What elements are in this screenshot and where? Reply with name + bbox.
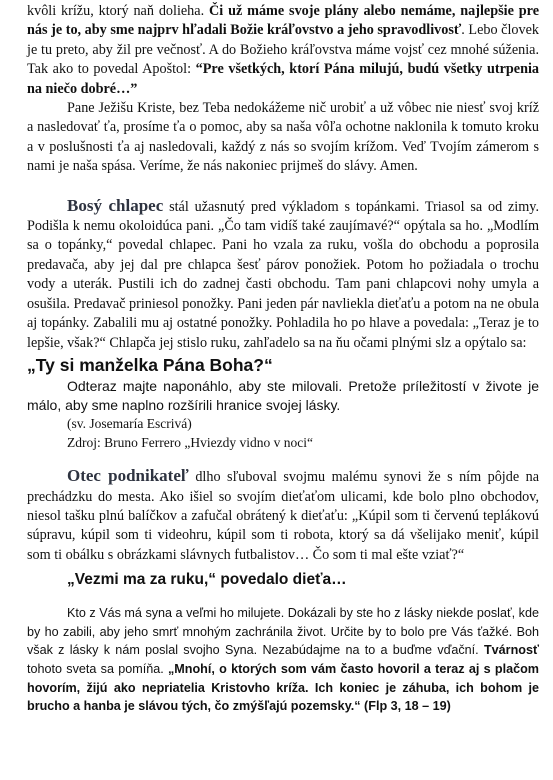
prayer-paragraph: Pane Ježišu Kriste, bez Teba nedokážeme nič urobiť a už vôbec nie niesť svoj kríž a nasledovať ťa, prosíme ťa o pomoc, aby sa naša vôľa ochotne naklonila k tomuto kroku a v poslušnosti ťa aj nasledovali, každý z nás so svojím krížom. Veď Tvojím zámerom s nami je naša spása. Veríme, že nás nakoniec prijmeš do slávy. Amen. (27, 100, 539, 175)
spacer (27, 452, 539, 466)
bold-word: Tvárnosť (483, 643, 539, 658)
story-businessman-father (27, 466, 539, 565)
child-reply: „Vezmi ma za ruku,“ povedalo dieťa… (67, 571, 347, 589)
spacer (27, 590, 539, 604)
text-run: kvôli krížu, ktorý naň dolieha. (27, 3, 209, 19)
bold-text: Či už máme svoje plány alebo nemáme, najlepšie pre nás je to, aby sme najprv hľadali Božie kráľovstvo a jeho spravodlivosť (27, 3, 539, 39)
story-text: stál užasnutý pred výkladom s topánkami. Triasol sa od zimy. Podišla k nemu okoloidúca pani. „Čo tam vidíš také zaujímavé?“ opýtala sa ho. „Modlím sa o topánky,“ povedal chlapec. Pani ho vzala za ruku, vošla do obchodu a poprosila predavača, aby jej dal pre chlapca šesť párov ponožiek. Potom ho požiadala o trochu vody a uterák. Pustili ich do zadnej časti obchodu. Tam pani chlapcovi nohy umyla a osušila. Predavač priniesol ponožky. Pani jeden pár navliekla dieťaťu a potom na ne obula aj topánky. Zabalili mu aj ostatné ponožky. Pohladila ho po hlave a povedala: „Teraz je to lepšie, však?“ Chlapča jej stislo ruku, zahľadelo sa na ňu očami plnými slz a opýtalo sa: (27, 198, 539, 351)
quote-author: (sv. Josemaría Escrivá) (67, 416, 192, 432)
story-heading: Otec podnikateľ (67, 466, 189, 486)
story-barefoot-boy (27, 196, 539, 353)
quote-source: Zdroj: Bruno Ferrero „Hviezdy vidno v noci“ (67, 435, 313, 451)
story-heading: Bosý chlapec (67, 195, 164, 215)
text-run: tohoto sveta sa pomíňa. (27, 661, 168, 676)
text-run: . Lebo človek je tu preto, aby žil pre večnosť. A do Božieho kráľovstva máme vojsť cez mnohé súženia. Tak ako to povedal Apoštol: (27, 22, 539, 78)
text-run: Kto z Vás má syna a veľmi ho milujete. Dokázali by ste ho z lásky niekde poslať, kde by ho zabili, aby jeho smrť mnohým zachránila život. Určite by to bolo pre Vás ťažké. Boh však z lásky k nám poslal svojho Syna. Nezabúdajme na to a buďme vďační. (27, 606, 539, 658)
paragraph-cross (27, 0, 539, 99)
scripture-quote: „Mnohí, o ktorých som vám často hovoril a teraz aj s plačom hovorím, žijú ako nepriatelia Kristovho kríža. Ich koniec je záhuba, ich bohom je brucho a hanba je slávou tých, čo zmýšľajú pozemsky.“ (Flp 3, 18 – 19) (27, 661, 539, 714)
story-text: dlho sľuboval svojmu malému synovi že s ním pôjde na prechádzku do mesta. Ako išiel so svojím dieťaťom ulicami, kde bolo plno obchodov, niesol tašku plnú balíčkov a zafučal obrátený k dieťaťu: „Kúpil som ti červenú teplákovú súpravu, kúpil som ti videohru, kúpil som ti robota, ktorý sa dá všelijako meniť, kúpil som ti obálku s obrázkami slávnych futbalistov… Čo som ti mal ešte vziať?“ (27, 469, 539, 563)
apostle-quote: “Pre všetkých, ktorí Pána milujú, budú všetky utrpenia na niečo dobré…” (27, 61, 540, 97)
escriva-quote: Odteraz majte naponáhlo, aby ste milovali. Pretože príležitostí v živote je málo, aby sme naplno rozšírili hranice svojej lásky. (27, 377, 539, 413)
big-quote: „Ty si manželka Pána Boha?“ (27, 354, 273, 375)
closing-paragraph (27, 604, 539, 716)
spacer (27, 177, 539, 196)
